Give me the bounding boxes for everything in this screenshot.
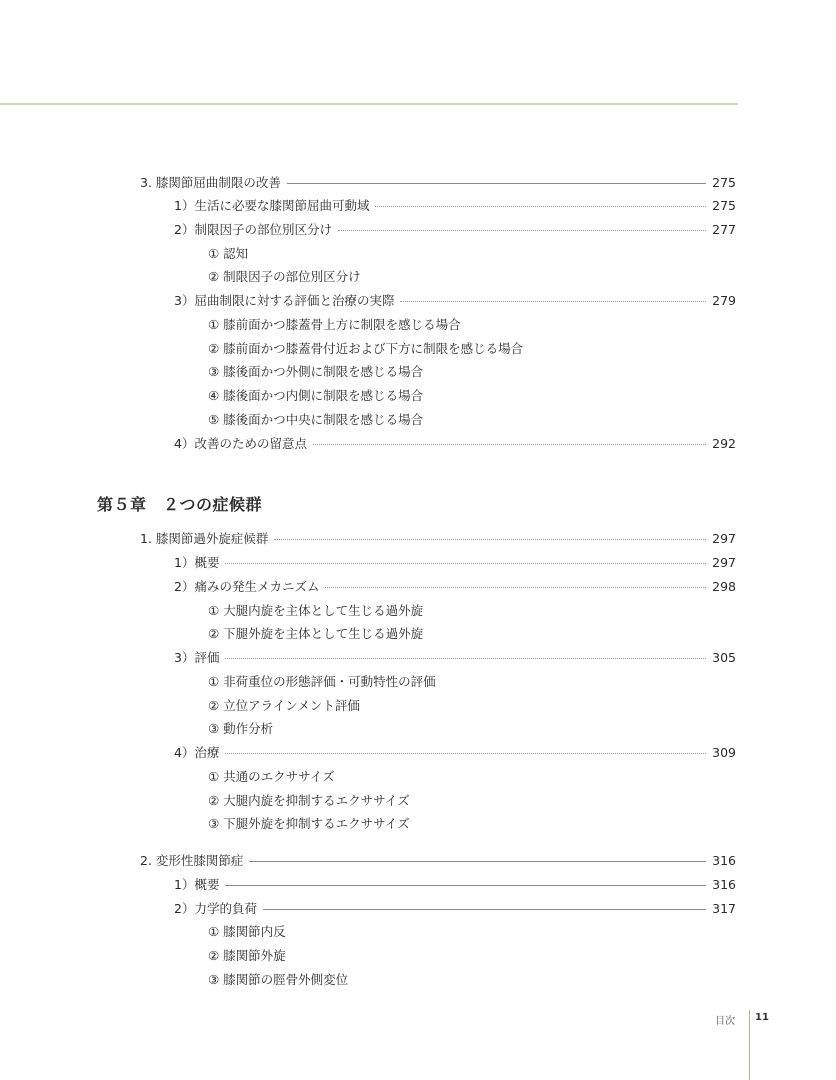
leader-line (225, 885, 706, 886)
toc-entry-label: 2）制限因子の部位別区分け (174, 222, 332, 237)
toc-entry-label: ① 認知 (208, 246, 249, 261)
toc-entry-label: 1）概要 (174, 555, 220, 570)
header-rule (0, 103, 738, 105)
leader-line (249, 861, 706, 862)
toc-entry-label: 1）生活に必要な膝関節屈曲可動域 (174, 198, 370, 213)
toc-entry-label: ① 膝関節内反 (208, 924, 286, 939)
toc-entry-page: 317 (712, 900, 736, 916)
toc-entry-page: 309 (712, 744, 736, 760)
toc-entry-label: 1. 膝関節過外旋症候群 (140, 531, 269, 546)
toc-entry-page: 279 (712, 292, 736, 308)
page-number: 11 (755, 1012, 769, 1023)
toc-entry-item[interactable] (208, 969, 348, 989)
toc-entry-subsection[interactable] (174, 898, 736, 918)
toc-entry-item[interactable] (208, 945, 286, 965)
toc-entry-label: ② 下腿外旋を主体として生じる過外旋 (208, 626, 424, 641)
toc-entry-label: ③ 膝関節の脛骨外側変位 (208, 972, 349, 987)
toc-entry-label: ① 非荷重位の形態評価・可動特性の評価 (208, 674, 436, 689)
toc-entry-item[interactable] (208, 921, 286, 941)
toc-entry-label: 2. 変形性膝関節症 (140, 853, 244, 868)
toc-entry-item[interactable] (208, 695, 360, 715)
toc-entry-subsection[interactable] (174, 874, 736, 894)
toc-entry-page: 297 (712, 554, 736, 570)
toc-entry-item[interactable] (208, 790, 410, 810)
toc-entry-label: ② 膝関節外旋 (208, 948, 286, 963)
toc-entry-section[interactable] (140, 172, 736, 192)
leader-line (263, 909, 706, 910)
toc-entry-subsection[interactable] (174, 647, 736, 667)
leader-line (375, 206, 706, 207)
toc-entry-subsection[interactable] (174, 219, 736, 239)
leader-line (338, 230, 706, 231)
toc-entry-subsection[interactable] (174, 195, 736, 215)
leader-line (287, 183, 706, 184)
leader-line (400, 301, 706, 302)
toc-entry-label: ③ 下腿外旋を抑制するエクササイズ (208, 816, 410, 831)
toc-entry-label: ② 立位アラインメント評価 (208, 698, 360, 713)
toc-entry-label: ④ 膝後面かつ内側に制限を感じる場合 (208, 388, 424, 403)
toc-entry-item[interactable] (208, 314, 461, 334)
toc-entry-item[interactable] (208, 813, 410, 833)
toc-entry-page: 292 (712, 435, 736, 451)
toc-entry-page: 316 (712, 852, 736, 868)
toc-entry-label: ② 膝前面かつ膝蓋骨付近および下方に制限を感じる場合 (208, 341, 524, 356)
leader-line (325, 587, 706, 588)
toc-entry-subsection[interactable] (174, 290, 736, 310)
toc-entry-subsection[interactable] (174, 742, 736, 762)
toc-entry-subsection[interactable] (174, 576, 736, 596)
toc-entry-label: 4）改善のための留意点 (174, 436, 307, 451)
toc-entry-page: 297 (712, 530, 736, 546)
toc-entry-item[interactable] (208, 361, 423, 381)
toc-entry-item[interactable] (208, 671, 436, 691)
toc-entry-section[interactable] (140, 850, 736, 870)
toc-entry-page: 277 (712, 221, 736, 237)
toc-entry-item[interactable] (208, 385, 423, 405)
toc-entry-label: ③ 動作分析 (208, 721, 274, 736)
toc-entry-label: 1）概要 (174, 877, 220, 892)
toc-entry-page: 298 (712, 578, 736, 594)
toc-entry-item[interactable] (208, 266, 361, 286)
toc-entry-page: 275 (712, 174, 736, 190)
toc-entry-label: 2）力学的負荷 (174, 901, 257, 916)
toc-entry-item[interactable] (208, 766, 335, 786)
toc-entry-label: ⑤ 膝後面かつ中央に制限を感じる場合 (208, 412, 424, 427)
chapter-title[interactable]: 第５章 ２つの症候群 (97, 495, 263, 514)
toc-entry-page: 316 (712, 876, 736, 892)
toc-entry-label: ② 大腿内旋を抑制するエクササイズ (208, 793, 410, 808)
toc-entry-label: ② 制限因子の部位別区分け (208, 269, 361, 284)
toc-entry-label: 2）痛みの発生メカニズム (174, 579, 320, 594)
toc-entry-page: 275 (712, 197, 736, 213)
leader-line (225, 658, 706, 659)
toc-entry-label: 3）評価 (174, 650, 220, 665)
toc-entry-label: 3. 膝関節屈曲制限の改善 (140, 175, 281, 190)
toc-entry-item[interactable] (208, 243, 248, 263)
toc-entry-label: 4）治療 (174, 745, 220, 760)
toc-entry-label: 3）屈曲制限に対する評価と治療の実際 (174, 293, 395, 308)
leader-line (225, 753, 706, 754)
toc-entry-item[interactable] (208, 718, 273, 738)
toc-entry-label: ① 共通のエクササイズ (208, 769, 335, 784)
toc-entry-subsection[interactable] (174, 433, 736, 453)
toc-entry-label: ① 膝前面かつ膝蓋骨上方に制限を感じる場合 (208, 317, 461, 332)
toc-entry-item[interactable] (208, 623, 423, 643)
toc-entry-item[interactable] (208, 600, 423, 620)
footer-divider (749, 1010, 750, 1080)
toc-entry-item[interactable] (208, 409, 423, 429)
leader-line (225, 563, 706, 564)
leader-line (313, 444, 706, 445)
toc-entry-subsection[interactable] (174, 552, 736, 572)
footer-label: 目次 (715, 1016, 735, 1027)
leader-line (274, 539, 706, 540)
toc-entry-page: 305 (712, 649, 736, 665)
toc-entry-section[interactable] (140, 528, 736, 548)
toc-entry-label: ③ 膝後面かつ外側に制限を感じる場合 (208, 364, 424, 379)
toc-entry-label: ① 大腿内旋を主体として生じる過外旋 (208, 603, 424, 618)
toc-entry-item[interactable] (208, 338, 523, 358)
